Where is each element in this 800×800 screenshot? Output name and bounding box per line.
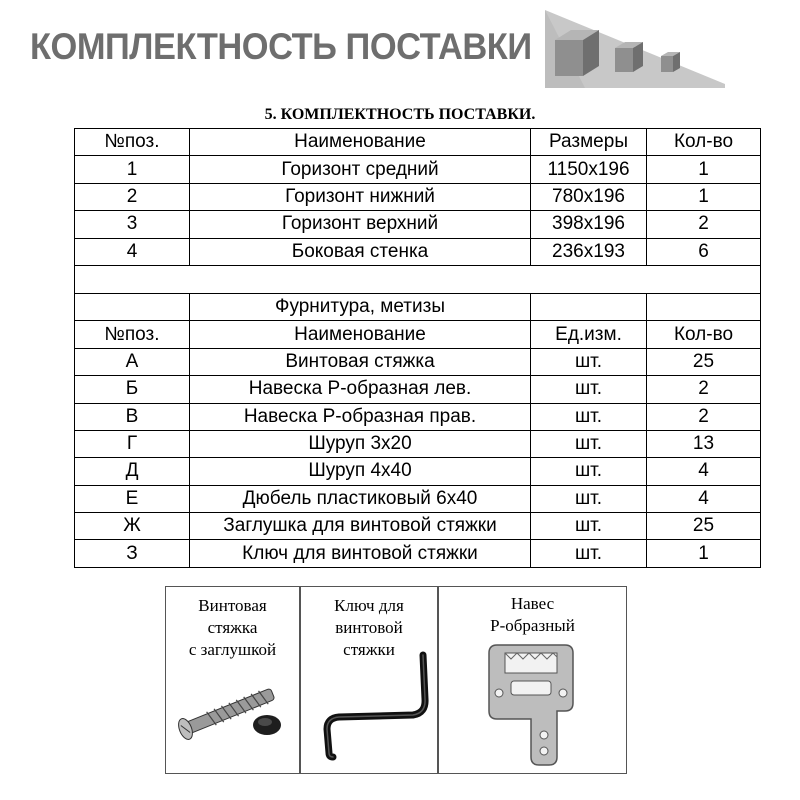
table-cell: шт. (531, 403, 647, 430)
header-cell: Ед.изм. (531, 321, 647, 348)
header-cell: Кол-во (647, 129, 761, 156)
table-cell: Горизонт средний (190, 156, 531, 183)
table-row (75, 403, 761, 430)
table-cell: 1 (75, 156, 190, 183)
table-row (75, 376, 761, 403)
table-cell: шт. (531, 430, 647, 457)
table-cell: 1 (647, 156, 761, 183)
table-cell: 2 (647, 403, 761, 430)
empty-cell (75, 293, 190, 320)
header-cell: №поз. (75, 321, 190, 348)
table-cell: Дюбель пластиковый 6х40 (190, 485, 531, 512)
hardware-header-row (75, 321, 761, 348)
table-cell: 780x196 (531, 183, 647, 210)
label-line: Винтовая (198, 596, 267, 615)
table-cell: Д (75, 458, 190, 485)
table-row (75, 183, 761, 210)
table-cell: Б (75, 376, 190, 403)
table-cell: 1 (647, 183, 761, 210)
confirmat-screw-icon (170, 665, 296, 749)
table-row (75, 540, 761, 567)
table-cell: Шуруп 3х20 (190, 430, 531, 457)
table-cell: 1 (647, 540, 761, 567)
table-row (75, 513, 761, 540)
header-cell: Размеры (531, 129, 647, 156)
table-cell: шт. (531, 348, 647, 375)
table-cell: В (75, 403, 190, 430)
table-cell: Горизонт верхний (190, 211, 531, 238)
section-title: 5. КОМПЛЕКТНОСТЬ ПОСТАВКИ. (264, 106, 536, 123)
table-cell: Навеска Р-образная прав. (190, 403, 531, 430)
table-cell: Ключ для винтовой стяжки (190, 540, 531, 567)
empty-cell (75, 265, 761, 293)
table-cell: 2 (647, 211, 761, 238)
table-cell: Г (75, 430, 190, 457)
table-cell: 4 (647, 458, 761, 485)
table-cell: 2 (75, 183, 190, 210)
table-row (75, 430, 761, 457)
table-cell: З (75, 540, 190, 567)
table-cell: 3 (75, 211, 190, 238)
table-cell: Горизонт нижний (190, 183, 531, 210)
table-cell: Заглушка для винтовой стяжки (190, 513, 531, 540)
table-cell: Шуруп 4х40 (190, 458, 531, 485)
hardware-subtitle-row (75, 293, 761, 320)
hanger-panel (438, 586, 627, 774)
table-row (75, 348, 761, 375)
table-cell: шт. (531, 513, 647, 540)
parts-header-row (75, 129, 761, 156)
key-panel (300, 586, 438, 774)
table-cell: А (75, 348, 190, 375)
hex-key-icon (305, 647, 435, 767)
table-cell: Винтовая стяжка (190, 348, 531, 375)
screw-panel (165, 586, 300, 774)
label-line: Ключ для (334, 596, 404, 615)
table-cell: шт. (531, 540, 647, 567)
table-row (75, 458, 761, 485)
empty-cell (647, 293, 761, 320)
table-cell: 4 (647, 485, 761, 512)
table-row (75, 238, 761, 265)
label-line: Навес (510, 594, 555, 613)
spacer-row (75, 265, 761, 293)
table-cell: 4 (75, 238, 190, 265)
cubes-graphic (545, 10, 725, 88)
specification-table (74, 128, 761, 568)
header-cell: №поз. (75, 129, 190, 156)
table-cell: Е (75, 485, 190, 512)
table-cell: 236x193 (531, 238, 647, 265)
table-cell: шт. (531, 376, 647, 403)
table-cell: 25 (647, 513, 761, 540)
banner-title: КОМПЛЕКТНОСТЬ ПОСТАВКИ (30, 26, 532, 67)
table-cell: шт. (531, 485, 647, 512)
table-row (75, 485, 761, 512)
table-cell: 2 (647, 376, 761, 403)
table-cell: Ж (75, 513, 190, 540)
screw-label (166, 595, 299, 661)
table-cell: 1150x196 (531, 156, 647, 183)
label-line: с заглушкой (188, 640, 277, 659)
header-cell: Кол-во (647, 321, 761, 348)
hardware-subtitle: Фурнитура, метизы (190, 293, 531, 320)
hanger-label (439, 593, 626, 637)
label-line: стяжки (343, 640, 395, 659)
table-cell: 25 (647, 348, 761, 375)
header-cell: Наименование (190, 129, 531, 156)
table-cell: 13 (647, 430, 761, 457)
table-row (75, 211, 761, 238)
p-hanger-icon (479, 639, 589, 771)
header-cell: Наименование (190, 321, 531, 348)
table-cell: 6 (647, 238, 761, 265)
table-cell: шт. (531, 458, 647, 485)
table-cell: Боковая стенка (190, 238, 531, 265)
empty-cell (531, 293, 647, 320)
table-cell: Навеска Р-образная лев. (190, 376, 531, 403)
label-line: Р-образный (490, 616, 575, 635)
label-line: винтовой (335, 618, 403, 637)
table-row (75, 156, 761, 183)
table-cell: 398x196 (531, 211, 647, 238)
label-line: стяжка (207, 618, 258, 637)
